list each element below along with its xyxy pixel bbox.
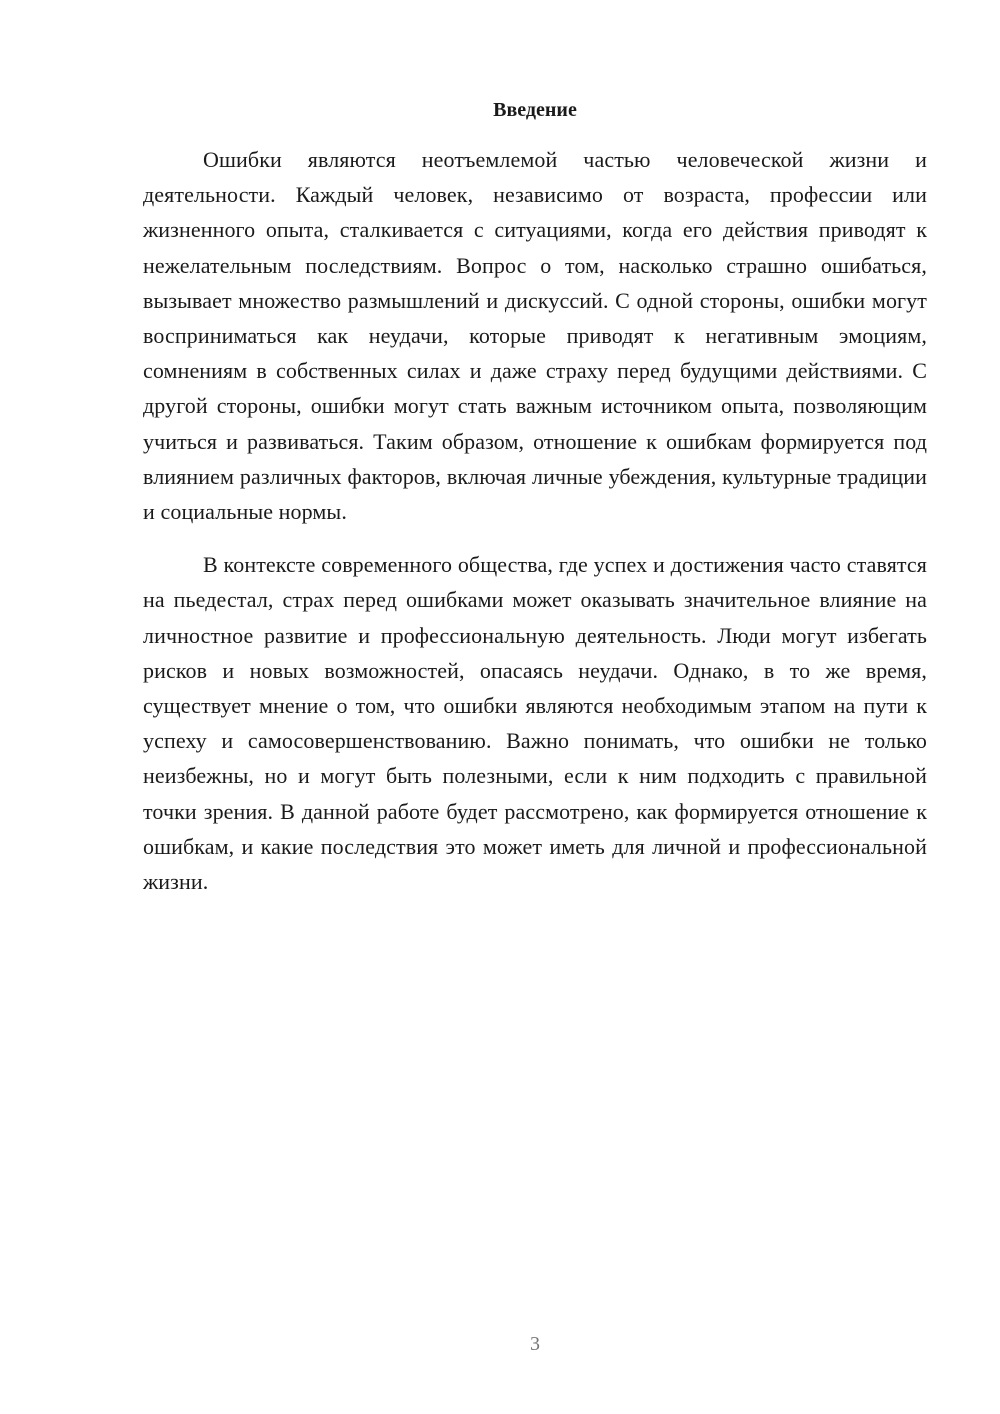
paragraph-context: В контексте современного общества, где успех и достижения часто ставятся на пьедестал, страх перед ошибками может оказывать значительное влияние на личностное развитие и профессиональную деятельность. Люди могут избегать рисков и новых возможностей, опасаясь неудачи. Однако, в то же время, существует мнение о том, что ошибки являются необходимым этапом на пути к успеху и самосовершенствованию. Важно понимать, что ошибки не только неизбежны, но и могут быть полезными, если к ним подходить с правильной точки зрения. В данной работе будет рассмотрено, как формируется отношение к ошибкам, и какие последствия это может иметь для личной и профессиональной жизни. bbox=[143, 552, 927, 895]
page-content bbox=[143, 92, 927, 899]
section-heading: Введение bbox=[493, 99, 577, 121]
paragraph-intro: Ошибки являются неотъемлемой частью человеческой жизни и деятельности. Каждый человек, независимо от возраста, профессии или жизненного опыта, сталкивается с ситуациями, когда его действия приводят к нежелательным последствиям. Вопрос о том, насколько страшно ошибаться, вызывает множество размышлений и дискуссий. С одной стороны, ошибки могут восприниматься как неудачи, которые приводят к негативным эмоциям, сомнениям в собственных силах и даже страху перед будущими действиями. С другой стороны, ошибки могут стать важным источником опыта, позволяющим учиться и развиваться. Таким образом, отношение к ошибкам формируется под влиянием различных факторов, включая личные убеждения, культурные традиции и социальные нормы. bbox=[143, 147, 927, 525]
page-number: 3 bbox=[530, 1333, 540, 1355]
